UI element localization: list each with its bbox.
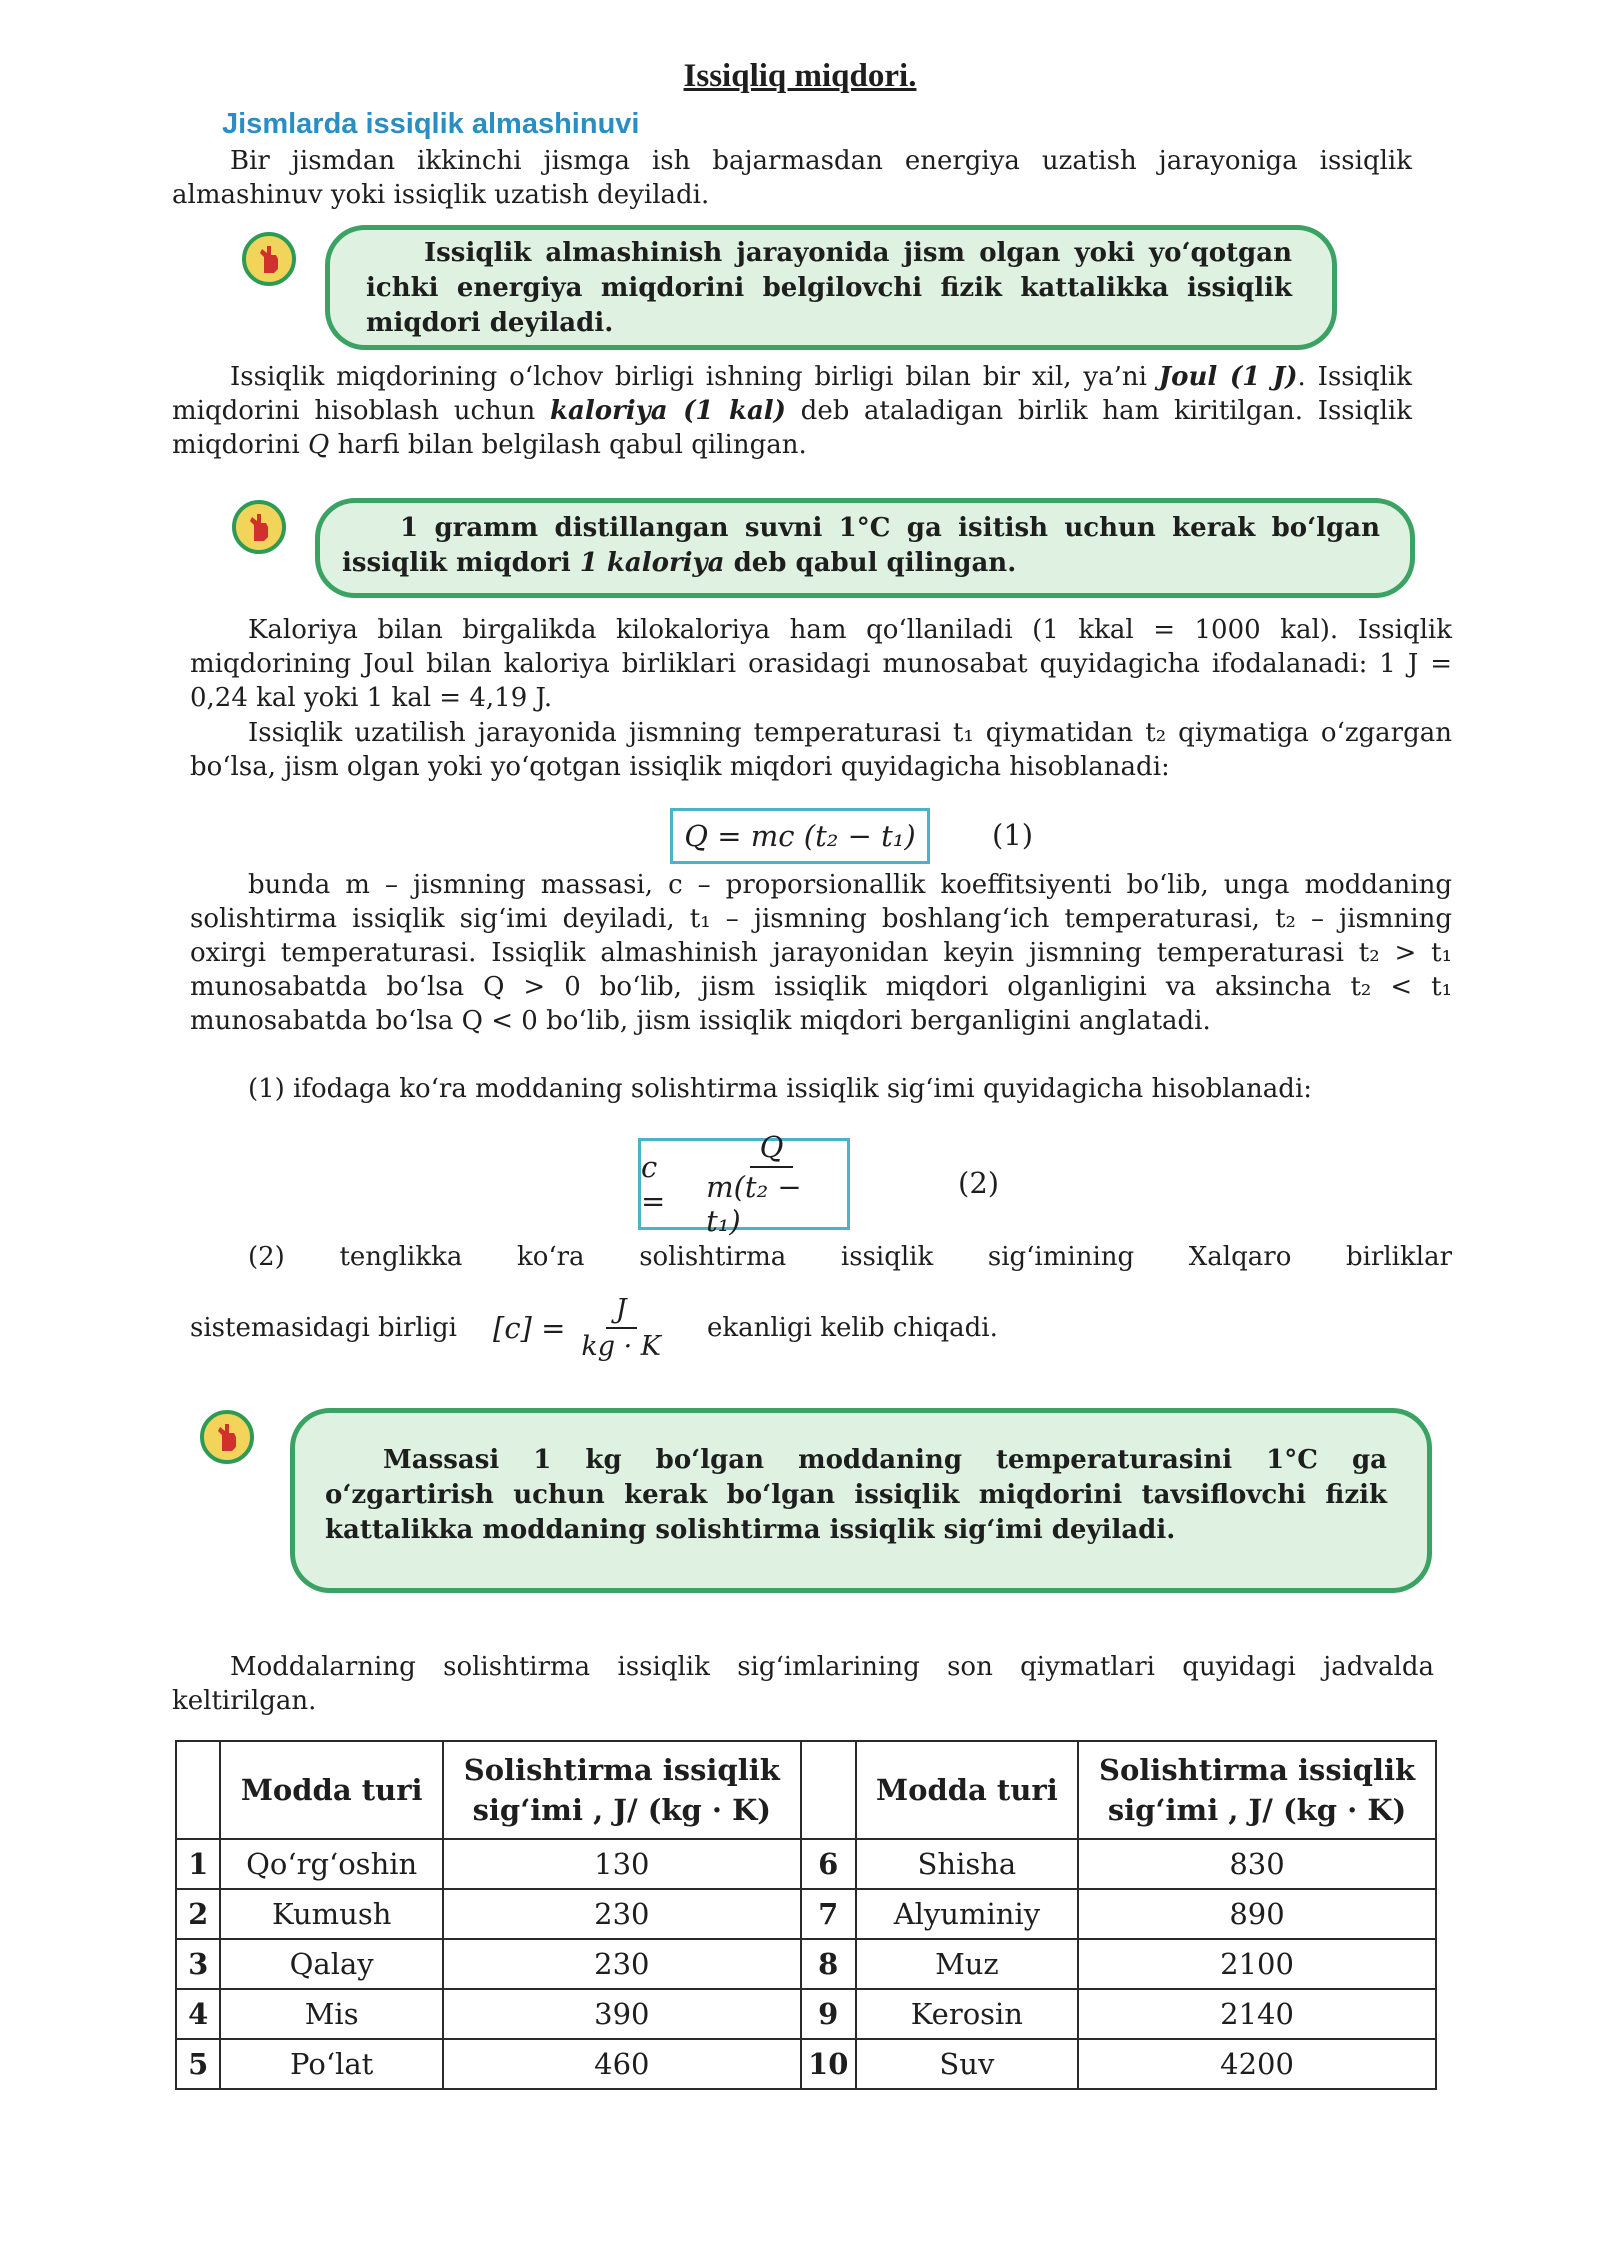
table-row xyxy=(176,2039,1436,2089)
units-text-4: harfi bilan belgilash qabul qilingan. xyxy=(329,430,807,460)
specific-heat-value: 230 xyxy=(443,1939,801,1989)
header-substance: Modda turi xyxy=(856,1741,1078,1839)
specific-heat-value: 130 xyxy=(443,1839,801,1889)
substance-name: Muz xyxy=(856,1939,1078,1989)
equation-number-2: (2) xyxy=(958,1166,1000,1200)
definition-callout-specific-heat xyxy=(290,1408,1432,1593)
table-row xyxy=(176,1839,1436,1889)
row-number: 4 xyxy=(176,1989,220,2039)
callout-text xyxy=(342,511,1380,581)
specific-heat-value: 4200 xyxy=(1078,2039,1436,2089)
callout-text: Issiqlik almashinish jarayonida jism olgan yoki yo‘qotgan ichki energiya miqdorini belgilovchi fizik kattalikka issiqlik miqdori deyiladi. xyxy=(366,238,1292,338)
kcal-paragraph: Kaloriya bilan birgalikda kilokaloriya ham qo‘llaniladi (1 kkal = 1000 kal). Issiqlik miqdorining Joul bilan kaloriya birliklari orasidagi munosabat quyidagicha ifodalanadi: 1 J = 0,24 kal yoki 1 kal = 4,19 J. xyxy=(190,615,1452,713)
header-blank xyxy=(176,1741,220,1839)
si-unit-lhs: [c] = xyxy=(493,1311,566,1345)
substance-name: Mis xyxy=(220,1989,442,2039)
calorie-unit: kaloriya (1 kal) xyxy=(549,396,786,426)
formula2-denominator: m(t₂ − t₁) xyxy=(706,1170,802,1238)
table-row xyxy=(176,1939,1436,1989)
specific-heat-value: 890 xyxy=(1078,1889,1436,1939)
callout2-text-1: 1 gramm distillangan suvni 1°C ga isitish uchun kerak bo‘lgan issiqlik miqdori xyxy=(342,513,1380,578)
row-number: 2 xyxy=(176,1889,220,1939)
row-number: 6 xyxy=(801,1839,856,1889)
substance-name: Qo‘rg‘oshin xyxy=(220,1839,442,1889)
specific-heat-value: 230 xyxy=(443,1889,801,1939)
table-row xyxy=(176,1989,1436,2039)
specific-heat-value: 390 xyxy=(443,1989,801,2039)
specific-heat-table xyxy=(175,1740,1437,2090)
si-text-before: sistemasidagi birligi xyxy=(190,1313,457,1343)
definitions-paragraph: bunda m – jismning massasi, c – proporsionallik koeffitsiyenti bo‘lib, unga moddaning solishtirma issiqlik sig‘imi deyiladi, t₁ – jismning boshlang‘ich temperaturasi, t₂ – jismning oxirgi temperaturasi. Issiqlik almashinish jarayonidan keyin jismning temperaturasi t₂ > t₁ munosabatda bo‘lsa Q > 0 bo‘lib, jism issiqlik miqdori olganligini va aksincha t₂ < t₁ munosabatda bo‘lsa Q < 0 bo‘lib, jism issiqlik miqdori berganligini anglatadi. xyxy=(190,870,1452,1036)
header-substance: Modda turi xyxy=(220,1741,442,1839)
joule-unit: Joul (1 J) xyxy=(1158,362,1298,392)
si-unit-line xyxy=(190,1288,1452,1368)
calorie-emphasis: 1 kaloriya xyxy=(579,548,725,578)
pointing-hand-icon xyxy=(200,1410,254,1464)
header-specific-heat: Solishtirma issiqlik sig‘imi , J/ (kg · K) xyxy=(1078,1741,1436,1839)
row-number: 7 xyxy=(801,1889,856,1939)
substance-name: Shisha xyxy=(856,1839,1078,1889)
formula2-fraction xyxy=(696,1130,847,1238)
specific-heat-value: 2140 xyxy=(1078,1989,1436,2039)
row-number: 10 xyxy=(801,2039,856,2089)
q-symbol: Q xyxy=(307,430,330,460)
table-header-row xyxy=(176,1741,1436,1839)
specific-heat-value: 2100 xyxy=(1078,1939,1436,1989)
si-unit-denominator: kg · K xyxy=(581,1331,661,1362)
specific-heat-value: 830 xyxy=(1078,1839,1436,1889)
row-number: 5 xyxy=(176,2039,220,2089)
table-intro: Moddalarning solishtirma issiqlik sig‘imlarining son qiymatlari quyidagi jadvalda keltirilgan. xyxy=(172,1652,1434,1716)
units-text-1: Issiqlik miqdorining o‘lchov birligi ishning birligi bilan bir xil, ya’ni xyxy=(230,362,1159,392)
units-paragraph xyxy=(172,360,1412,462)
section-heading: Jismlarda issiqlik almashinuvi xyxy=(222,108,640,140)
formula2-intro: (1) ifodaga ko‘ra moddaning solishtirma issiqlik sig‘imi quyidagicha hisoblanadi: xyxy=(248,1074,1313,1104)
formula-box-1: Q = mc (t₂ − t₁) xyxy=(670,808,930,864)
formula2-numerator: Q xyxy=(750,1130,794,1168)
callout-text: Massasi 1 kg bo‘lgan moddaning temperaturasini 1°C ga o‘zgartirish uchun kerak bo‘lgan issiqlik miqdorini tavsiflovchi fizik kattalikka moddaning solishtirma issiqlik sig‘imi deyiladi. xyxy=(325,1445,1387,1545)
row-number: 8 xyxy=(801,1939,856,1989)
row-number: 9 xyxy=(801,1989,856,2039)
page-title: Issiqliq miqdori. xyxy=(683,58,917,94)
definition-callout-heat-quantity xyxy=(325,225,1337,350)
substance-name: Qalay xyxy=(220,1939,442,1989)
formula-box-2 xyxy=(638,1130,850,1238)
header-blank xyxy=(801,1741,856,1839)
units-text-3: deb ataladigan birlik ham kiritilgan. Issiqlik miqdorini xyxy=(172,396,1412,460)
substance-name: Suv xyxy=(856,2039,1078,2089)
pointing-hand-icon xyxy=(232,500,286,554)
specific-heat-value: 460 xyxy=(443,2039,801,2089)
substance-name: Po‘lat xyxy=(220,2039,442,2089)
transfer-paragraph: Issiqlik uzatilish jarayonida jismning temperaturasi t₁ qiymatidan t₂ qiymatiga o‘zgargan bo‘lsa, jism olgan yoki yo‘qotgan issiqlik miqdori quyidagicha hisoblanadi: xyxy=(190,718,1452,782)
si-text-after: ekanligi kelib chiqadi. xyxy=(706,1313,998,1343)
row-number: 3 xyxy=(176,1939,220,1989)
si-unit-numerator: J xyxy=(606,1294,637,1329)
substance-name: Kumush xyxy=(220,1889,442,1939)
callout2-text-2: deb qabul qilingan. xyxy=(724,548,1017,578)
formula2-lhs: c = xyxy=(641,1150,666,1218)
si-unit-fraction xyxy=(571,1294,671,1362)
header-specific-heat: Solishtirma issiqlik sig‘imi , J/ (kg · K) xyxy=(443,1741,801,1839)
si-unit-paragraph: (2) tenglikka ko‘ra solishtirma issiqlik sig‘imining Xalqaro birliklar xyxy=(248,1242,1452,1272)
intro-paragraph: Bir jismdan ikkinchi jismga ish bajarmasdan energiya uzatish jarayoniga issiqlik almashinuv yoki issiqlik uzatish deyiladi. xyxy=(172,146,1412,210)
units-text-2: . Issiqlik miqdorini hisoblash uchun xyxy=(172,362,1412,426)
substance-name: Kerosin xyxy=(856,1989,1078,2039)
definition-callout-calorie xyxy=(315,498,1415,598)
equation-number-1: (1) xyxy=(992,818,1034,852)
substance-name: Alyuminiy xyxy=(856,1889,1078,1939)
row-number: 1 xyxy=(176,1839,220,1889)
table-row xyxy=(176,1889,1436,1939)
pointing-hand-icon xyxy=(242,232,296,286)
